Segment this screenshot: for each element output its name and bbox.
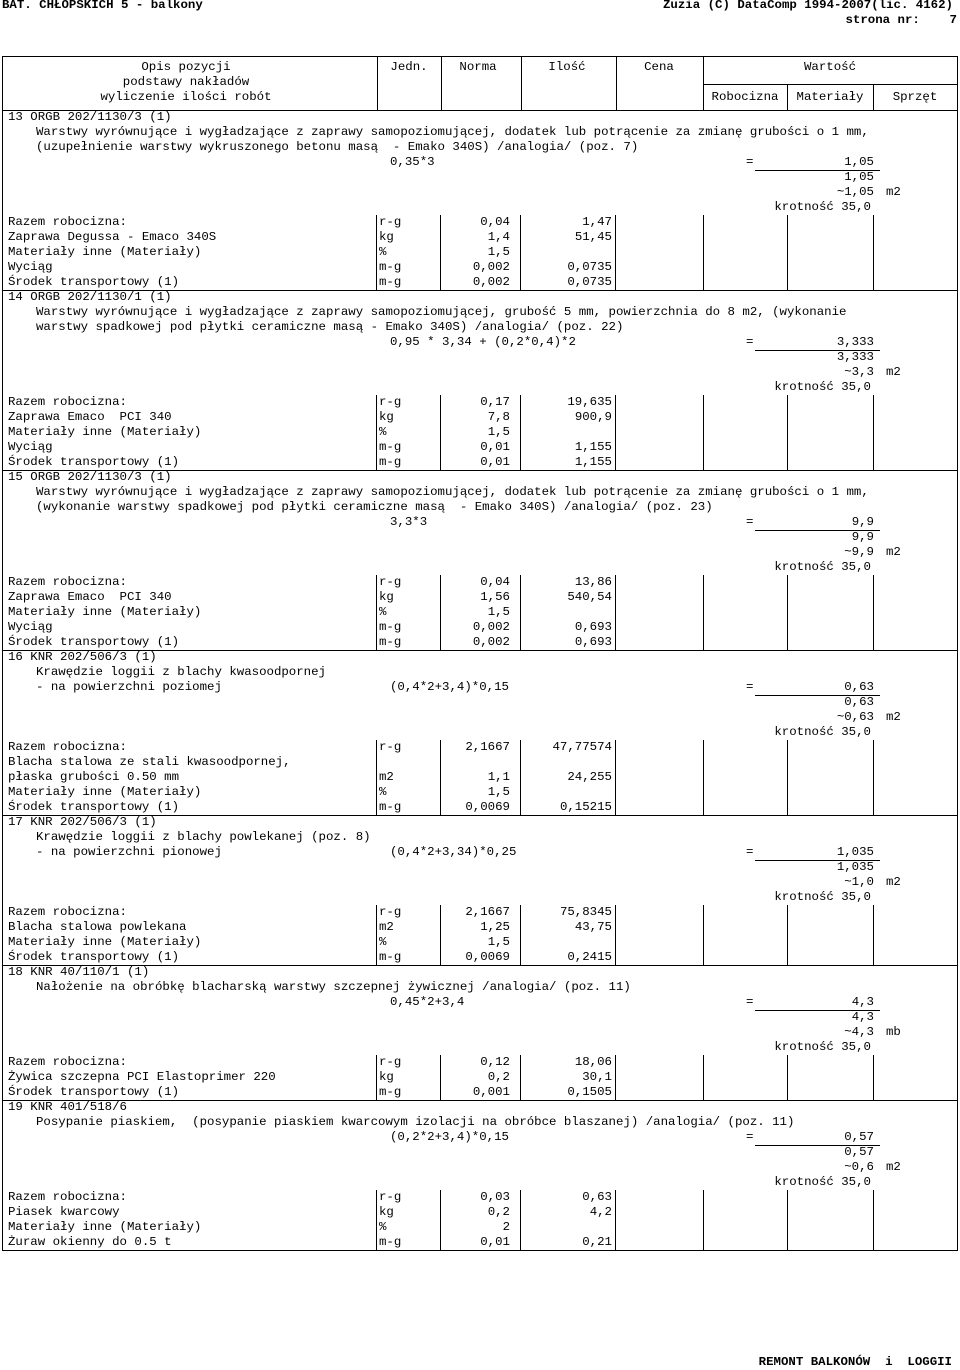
measurement-unit: mb bbox=[886, 1025, 901, 1039]
resource-quantity: 0,693 bbox=[574, 620, 612, 634]
grid-column-line bbox=[440, 740, 441, 815]
multiplier: krotność 35,0 bbox=[774, 725, 871, 739]
resource-norm: 0,002 bbox=[472, 275, 510, 289]
resource-quantity: 75,8345 bbox=[559, 905, 612, 919]
measurement-sum: 9,9 bbox=[851, 530, 874, 544]
grid-column-line bbox=[703, 905, 704, 965]
header-cena: Cena bbox=[644, 60, 674, 74]
grid-column-line bbox=[703, 395, 704, 470]
measurement-result: 0,57 bbox=[844, 1130, 874, 1144]
page-number: strona nr: 7 bbox=[845, 13, 957, 27]
resource-norm: 2,1667 bbox=[465, 740, 510, 754]
measurement-formula: 0,45*2+3,4 bbox=[390, 995, 465, 1009]
grid-column-line bbox=[615, 740, 616, 815]
resource-unit: % bbox=[379, 935, 387, 949]
measurement-result: 0,63 bbox=[844, 680, 874, 694]
resource-unit: m-g bbox=[379, 1085, 402, 1099]
grid-column-line bbox=[703, 575, 704, 650]
resource-quantity: 24,255 bbox=[567, 770, 612, 784]
resource-unit: r-g bbox=[379, 740, 402, 754]
resource-name: Materiały inne (Materiały) bbox=[8, 785, 202, 799]
resource-quantity: 1,47 bbox=[582, 215, 612, 229]
resource-norm: 1,1 bbox=[487, 770, 510, 784]
resource-quantity: 43,75 bbox=[574, 920, 612, 934]
measurement-equals: = bbox=[746, 1130, 754, 1144]
grid-column-line bbox=[615, 215, 616, 290]
measurement-result: 1,035 bbox=[836, 845, 874, 859]
grid-column-line bbox=[520, 575, 521, 650]
grid-column-line bbox=[873, 905, 874, 965]
measurement-unit: m2 bbox=[886, 365, 901, 379]
measurement-sum: 1,05 bbox=[844, 170, 874, 184]
resource-name: płaska grubości 0.50 mm bbox=[8, 770, 180, 784]
table-right-border bbox=[957, 56, 958, 1251]
measurement-approx: ~0,63 bbox=[836, 710, 874, 724]
grid-column-line bbox=[376, 1055, 377, 1100]
measurement-unit: m2 bbox=[886, 185, 901, 199]
header-robocizna: Robocizna bbox=[711, 90, 779, 104]
resource-quantity: 19,635 bbox=[567, 395, 612, 409]
grid-column-line bbox=[440, 215, 441, 290]
measurement-equals: = bbox=[746, 680, 754, 694]
resource-quantity: 0,63 bbox=[582, 1190, 612, 1204]
multiplier: krotność 35,0 bbox=[774, 1040, 871, 1054]
resource-unit: r-g bbox=[379, 1190, 402, 1204]
resource-name: Wyciąg bbox=[8, 440, 53, 454]
resource-unit: % bbox=[379, 785, 387, 799]
resource-name: Zaprawa Emaco PCI 340 bbox=[8, 590, 172, 604]
resource-norm: 1,5 bbox=[487, 785, 510, 799]
resource-name: Piasek kwarcowy bbox=[8, 1205, 120, 1219]
resource-name: Wyciąg bbox=[8, 620, 53, 634]
resource-norm: 0,04 bbox=[480, 215, 510, 229]
resource-quantity: 0,1505 bbox=[567, 1085, 612, 1099]
grid-column-line bbox=[520, 740, 521, 815]
resource-name: Razem robocizna: bbox=[8, 905, 127, 919]
measurement-sum: 0,63 bbox=[844, 695, 874, 709]
resource-quantity: 540,54 bbox=[567, 590, 612, 604]
position-description: (wykonanie warstwy spadkowej pod płytki ceramiczne masą - Emako 340S) /analogia/ (poz. 23) bbox=[36, 500, 713, 514]
resource-unit: m-g bbox=[379, 260, 402, 274]
measurement-result: 3,333 bbox=[836, 335, 874, 349]
measurement-unit: m2 bbox=[886, 710, 901, 724]
position-title: 16 KNR 202/506/3 (1) bbox=[8, 650, 157, 664]
resource-norm: 0,01 bbox=[480, 455, 510, 469]
resource-name: Zaprawa Degussa - Emaco 340S bbox=[8, 230, 217, 244]
grid-column-line bbox=[615, 395, 616, 470]
grid-column-line bbox=[703, 215, 704, 290]
measurement-formula: 3,3*3 bbox=[390, 515, 428, 529]
grid-column-line bbox=[520, 1055, 521, 1100]
resource-name: Środek transportowy (1) bbox=[8, 635, 180, 649]
grid-column-line bbox=[615, 1190, 616, 1250]
resource-quantity: 1,155 bbox=[574, 455, 612, 469]
grid-column-line bbox=[873, 1055, 874, 1100]
resource-unit: % bbox=[379, 605, 387, 619]
resource-norm: 0,001 bbox=[472, 1085, 510, 1099]
page-footer: REMONT BALKONÓW i LOGGII bbox=[758, 1355, 952, 1369]
resource-quantity: 0,2415 bbox=[567, 950, 612, 964]
resource-norm: 0,002 bbox=[472, 620, 510, 634]
resource-norm: 0,2 bbox=[487, 1205, 510, 1219]
grid-column-line bbox=[703, 1190, 704, 1250]
resource-unit: kg bbox=[379, 1205, 394, 1219]
measurement-label: - na powierzchni pionowej bbox=[36, 845, 222, 859]
resource-name: Środek transportowy (1) bbox=[8, 275, 180, 289]
grid-column-line bbox=[703, 1055, 704, 1100]
resource-name: Środek transportowy (1) bbox=[8, 800, 180, 814]
resource-unit: r-g bbox=[379, 215, 402, 229]
resource-unit: m-g bbox=[379, 455, 402, 469]
grid-column-line bbox=[440, 1190, 441, 1250]
resource-quantity: 47,77574 bbox=[552, 740, 612, 754]
resource-norm: 0,002 bbox=[472, 635, 510, 649]
resource-unit: r-g bbox=[379, 395, 402, 409]
resource-norm: 0,12 bbox=[480, 1055, 510, 1069]
resource-unit: % bbox=[379, 425, 387, 439]
measurement-unit: m2 bbox=[886, 545, 901, 559]
grid-column-line bbox=[440, 905, 441, 965]
measurement-unit: m2 bbox=[886, 1160, 901, 1174]
resource-name: Środek transportowy (1) bbox=[8, 950, 180, 964]
resource-quantity: 0,15215 bbox=[559, 800, 612, 814]
resource-unit: m-g bbox=[379, 635, 402, 649]
resource-unit: r-g bbox=[379, 575, 402, 589]
resource-quantity: 0,0735 bbox=[567, 275, 612, 289]
measurement-approx: ~4,3 bbox=[844, 1025, 874, 1039]
resource-name: Zaprawa Emaco PCI 340 bbox=[8, 410, 172, 424]
resource-norm: 0,01 bbox=[480, 440, 510, 454]
position-description: Warstwy wyrównujące i wygładzające z zaprawy samopoziomującej, dodatek lub potrącenie za zmianę grubości o 1 mm, bbox=[36, 485, 869, 499]
position-description: warstwy spadkowej pod płytki ceramiczne masą - Emako 340S) /analogia/ (poz. 22) bbox=[36, 320, 624, 334]
header-ilosc: Ilość bbox=[548, 60, 586, 74]
resource-name: Blacha stalowa powlekana bbox=[8, 920, 187, 934]
resource-quantity: 0,21 bbox=[582, 1235, 612, 1249]
position-separator bbox=[2, 1250, 958, 1251]
resource-unit: % bbox=[379, 1220, 387, 1234]
resource-name: Materiały inne (Materiały) bbox=[8, 245, 202, 259]
grid-column-line bbox=[376, 575, 377, 650]
resource-quantity: 13,86 bbox=[574, 575, 612, 589]
resource-unit: m-g bbox=[379, 950, 402, 964]
grid-column-line bbox=[520, 905, 521, 965]
measurement-equals: = bbox=[746, 515, 754, 529]
position-separator bbox=[2, 1100, 958, 1101]
measurement-approx: ~0,6 bbox=[844, 1160, 874, 1174]
measurement-label: - na powierzchni poziomej bbox=[36, 680, 222, 694]
grid-column-line bbox=[873, 575, 874, 650]
resource-norm: 1,5 bbox=[487, 425, 510, 439]
multiplier: krotność 35,0 bbox=[774, 560, 871, 574]
grid-column-line bbox=[376, 1190, 377, 1250]
measurement-equals: = bbox=[746, 335, 754, 349]
measurement-formula: (0,2*2+3,4)*0,15 bbox=[390, 1130, 509, 1144]
measurement-result: 9,9 bbox=[851, 515, 874, 529]
grid-column-line bbox=[520, 215, 521, 290]
resource-norm: 1,56 bbox=[480, 590, 510, 604]
resource-unit: m2 bbox=[379, 920, 394, 934]
measurement-result: 1,05 bbox=[844, 155, 874, 169]
resource-name: Razem robocizna: bbox=[8, 575, 127, 589]
header-materialy: Materiały bbox=[796, 90, 864, 104]
measurement-sum: 0,57 bbox=[844, 1145, 874, 1159]
document-title: BAT. CHŁOPSKICH 5 - balkony bbox=[2, 0, 203, 12]
grid-column-line bbox=[787, 575, 788, 650]
resource-norm: 7,8 bbox=[487, 410, 510, 424]
grid-column-line bbox=[787, 905, 788, 965]
resource-quantity: 30,1 bbox=[582, 1070, 612, 1084]
resource-quantity: 1,155 bbox=[574, 440, 612, 454]
resource-norm: 0,0069 bbox=[465, 800, 510, 814]
resource-unit: m-g bbox=[379, 275, 402, 289]
header-jedn: Jedn. bbox=[390, 60, 428, 74]
resource-unit: r-g bbox=[379, 905, 402, 919]
wartosc-subheader-line bbox=[703, 84, 957, 85]
position-title: 18 KNR 40/110/1 (1) bbox=[8, 965, 150, 979]
grid-column-line bbox=[376, 395, 377, 470]
resource-name: Materiały inne (Materiały) bbox=[8, 1220, 202, 1234]
measurement-approx: ~9,9 bbox=[844, 545, 874, 559]
grid-column-line bbox=[787, 740, 788, 815]
grid-column-line bbox=[440, 395, 441, 470]
resource-name: Materiały inne (Materiały) bbox=[8, 935, 202, 949]
grid-column-line bbox=[787, 1055, 788, 1100]
measurement-unit: m2 bbox=[886, 875, 901, 889]
position-title: 19 KNR 401/518/6 bbox=[8, 1100, 127, 1114]
measurement-formula: 0,35*3 bbox=[390, 155, 435, 169]
header-sprzet: Sprzęt bbox=[892, 90, 938, 104]
resource-norm: 1,25 bbox=[480, 920, 510, 934]
grid-column-line bbox=[615, 1055, 616, 1100]
measurement-sum: 3,333 bbox=[836, 350, 874, 364]
resource-norm: 1,4 bbox=[487, 230, 510, 244]
resource-name: Razem robocizna: bbox=[8, 740, 127, 754]
position-title: 15 ORGB 202/1130/3 (1) bbox=[8, 470, 172, 484]
resource-unit: m-g bbox=[379, 1235, 402, 1249]
header-wartosc: Wartość bbox=[803, 60, 857, 74]
measurement-equals: = bbox=[746, 995, 754, 1009]
resource-quantity: 51,45 bbox=[574, 230, 612, 244]
multiplier: krotność 35,0 bbox=[774, 1175, 871, 1189]
resource-unit: m-g bbox=[379, 800, 402, 814]
position-title: 13 ORGB 202/1130/3 (1) bbox=[8, 110, 172, 124]
resource-name: Środek transportowy (1) bbox=[8, 1085, 180, 1099]
measurement-formula: (0,4*2+3,4)*0,15 bbox=[390, 680, 509, 694]
grid-column-line bbox=[440, 575, 441, 650]
position-description: (uzupełnienie warstwy wykruszonego betonu masą - Emako 340S) /analogia/ (poz. 7) bbox=[36, 140, 639, 154]
resource-norm: 1,5 bbox=[487, 605, 510, 619]
measurement-equals: = bbox=[746, 155, 754, 169]
resource-unit: r-g bbox=[379, 1055, 402, 1069]
grid-column-line bbox=[873, 1190, 874, 1250]
resource-quantity: 0,0735 bbox=[567, 260, 612, 274]
resource-norm: 0,04 bbox=[480, 575, 510, 589]
position-title: 17 KNR 202/506/3 (1) bbox=[8, 815, 157, 829]
resource-unit: kg bbox=[379, 230, 394, 244]
grid-column-line bbox=[787, 395, 788, 470]
grid-column-line bbox=[703, 740, 704, 815]
resource-unit: m-g bbox=[379, 440, 402, 454]
position-description: Nałożenie na obróbkę blacharską warstwy szczepnej żywicznej /analogia/ (poz. 11) bbox=[36, 980, 631, 994]
grid-column-line bbox=[873, 215, 874, 290]
multiplier: krotność 35,0 bbox=[774, 200, 871, 214]
resource-norm: 1,5 bbox=[487, 245, 510, 259]
measurement-formula: (0,4*2+3,34)*0,25 bbox=[390, 845, 517, 859]
resource-name: Blacha stalowa ze stali kwasoodpornej, bbox=[8, 755, 291, 769]
measurement-equals: = bbox=[746, 845, 754, 859]
grid-column-line bbox=[376, 215, 377, 290]
grid-column-line bbox=[873, 740, 874, 815]
grid-column-line bbox=[520, 1190, 521, 1250]
resource-norm: 0,0069 bbox=[465, 950, 510, 964]
multiplier: krotność 35,0 bbox=[774, 890, 871, 904]
resource-norm: 1,5 bbox=[487, 935, 510, 949]
resource-quantity: 18,06 bbox=[574, 1055, 612, 1069]
position-description: Krawędzie loggii z blachy powlekanej (poz. 8) bbox=[36, 830, 371, 844]
resource-name: Żywica szczepna PCI Elastoprimer 220 bbox=[8, 1070, 276, 1084]
position-description: Krawędzie loggii z blachy kwasoodpornej bbox=[36, 665, 326, 679]
grid-column-line bbox=[376, 905, 377, 965]
resource-unit: kg bbox=[379, 590, 394, 604]
position-title: 14 ORGB 202/1130/1 (1) bbox=[8, 290, 172, 304]
measurement-approx: ~1,0 bbox=[844, 875, 874, 889]
grid-column-line bbox=[440, 1055, 441, 1100]
header-norma: Norma bbox=[459, 60, 497, 74]
grid-column-line bbox=[520, 395, 521, 470]
resource-name: Razem robocizna: bbox=[8, 1190, 127, 1204]
grid-column-line bbox=[873, 395, 874, 470]
resource-name: Środek transportowy (1) bbox=[8, 455, 180, 469]
measurement-sum: 1,035 bbox=[836, 860, 874, 874]
resource-norm: 2 bbox=[502, 1220, 510, 1234]
resource-name: Żuraw okienny do 0.5 t bbox=[8, 1235, 172, 1249]
resource-norm: 0,2 bbox=[487, 1070, 510, 1084]
resource-name: Razem robocizna: bbox=[8, 395, 127, 409]
header-opis: wyliczenie ilości robót bbox=[100, 90, 272, 104]
resource-norm: 0,002 bbox=[472, 260, 510, 274]
grid-column-line bbox=[615, 905, 616, 965]
resource-unit: kg bbox=[379, 410, 394, 424]
header-opis: Opis pozycji bbox=[141, 60, 231, 74]
resource-norm: 0,03 bbox=[480, 1190, 510, 1204]
resource-name: Materiały inne (Materiały) bbox=[8, 425, 202, 439]
measurement-formula: 0,95 * 3,34 + (0,2*0,4)*2 bbox=[390, 335, 576, 349]
resource-quantity: 900,9 bbox=[574, 410, 612, 424]
position-description: Warstwy wyrównujące i wygładzające z zaprawy samopoziomującej, dodatek lub potrącenie za zmianę grubości o 1 mm, bbox=[36, 125, 869, 139]
multiplier: krotność 35,0 bbox=[774, 380, 871, 394]
measurement-approx: ~3,3 bbox=[844, 365, 874, 379]
resource-norm: 2,1667 bbox=[465, 905, 510, 919]
resource-name: Wyciąg bbox=[8, 260, 53, 274]
position-description: Warstwy wyrównujące i wygładzające z zaprawy samopoziomującej, grubość 5 mm, powierzchnia do 8 m2, (wykonanie bbox=[36, 305, 847, 319]
header-opis: podstawy nakładów bbox=[122, 75, 250, 89]
grid-column-line bbox=[615, 575, 616, 650]
resource-norm: 0,01 bbox=[480, 1235, 510, 1249]
measurement-result: 4,3 bbox=[851, 995, 874, 1009]
position-description: Posypanie piaskiem, (posypanie piaskiem kwarcowym izolacji na obróbce blaszanej) /analogia/ (poz. 11) bbox=[36, 1115, 795, 1129]
resource-quantity: 4,2 bbox=[589, 1205, 612, 1219]
resource-name: Razem robocizna: bbox=[8, 215, 127, 229]
grid-column-line bbox=[787, 215, 788, 290]
measurement-sum: 4,3 bbox=[851, 1010, 874, 1024]
grid-column-line bbox=[787, 1190, 788, 1250]
resource-unit: % bbox=[379, 245, 387, 259]
table-left-border bbox=[2, 56, 3, 1251]
table-header-top bbox=[2, 56, 958, 57]
measurement-approx: ~1,05 bbox=[836, 185, 874, 199]
resource-unit: m-g bbox=[379, 620, 402, 634]
resource-name: Razem robocizna: bbox=[8, 1055, 127, 1069]
resource-norm: 0,17 bbox=[480, 395, 510, 409]
grid-column-line bbox=[376, 740, 377, 815]
resource-name: Materiały inne (Materiały) bbox=[8, 605, 202, 619]
resource-unit: m2 bbox=[379, 770, 394, 784]
resource-quantity: 0,693 bbox=[574, 635, 612, 649]
software-credit: Zuzia (C) DataComp 1994-2007(lic. 4162) bbox=[663, 0, 953, 12]
resource-unit: kg bbox=[379, 1070, 394, 1084]
